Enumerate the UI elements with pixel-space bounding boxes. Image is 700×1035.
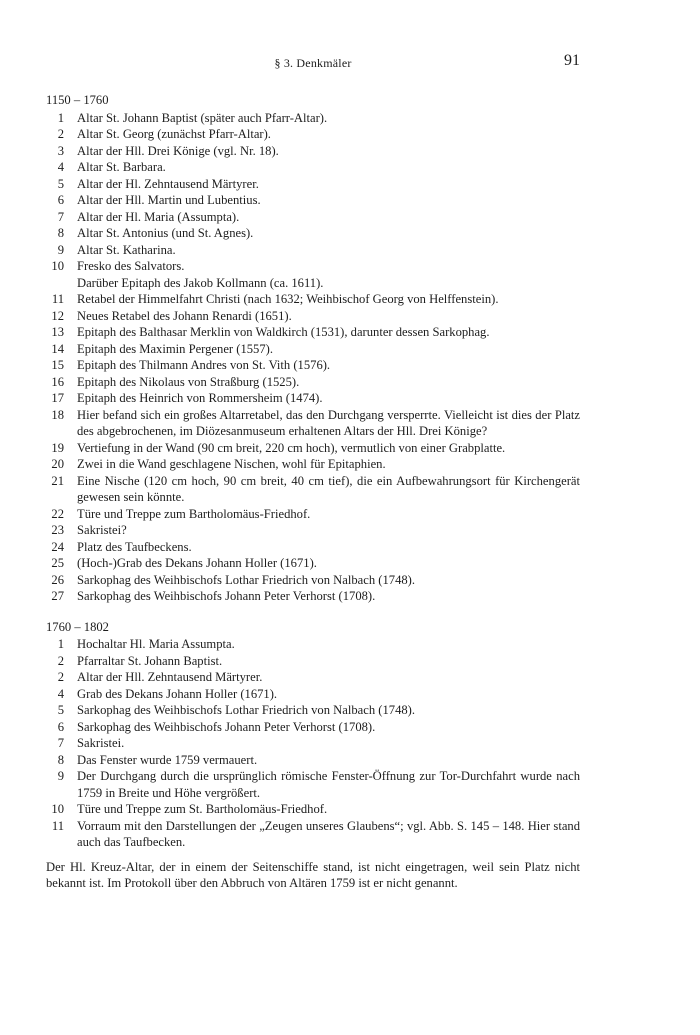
legend-item [46, 275, 580, 292]
legend-item [46, 209, 580, 226]
item-text: Altar St. Barbara. [77, 160, 166, 174]
item-number: 1 [57, 637, 64, 651]
item-number: 2 [57, 670, 64, 684]
legend-item [46, 555, 580, 572]
legend-item [46, 192, 580, 209]
page-number: 91 [564, 52, 580, 69]
item-text: Epitaph des Maximin Pergener (1557). [77, 341, 273, 356]
item-number: 18 [51, 407, 64, 422]
legend-item [46, 324, 580, 341]
item-number: 10 [51, 802, 64, 816]
legend-item [46, 752, 580, 769]
legend-item [46, 407, 580, 440]
item-text: Retabel der Himmelfahrt Christi (nach 1632; Weihbischof Georg von Helffenstein). [77, 292, 499, 306]
legend-list [46, 110, 580, 605]
item-number: 7 [57, 736, 64, 750]
legend-item [46, 258, 580, 275]
item-number: 10 [51, 259, 64, 273]
item-text: Altar St. Katharina. [77, 242, 176, 257]
page-header [46, 52, 580, 72]
item-number: 24 [51, 539, 64, 554]
item-number: 4 [57, 160, 64, 174]
legend-item [46, 374, 580, 391]
legend-item [46, 159, 580, 176]
item-number: 23 [51, 523, 64, 537]
section-heading: 1760 – 1802 [46, 619, 109, 634]
legend-item [46, 126, 580, 143]
item-number: 21 [51, 473, 64, 488]
item-number: 17 [51, 391, 64, 405]
item-text: Hier befand sich ein großes Altarretabel, das den Durchgang versperrte. Vielleicht ist dies der Platz des abgebrochenen, im Diözesanmuseum erhaltenen Altars der Hll. Drei Könige? [77, 407, 580, 438]
legend-list [46, 636, 580, 851]
item-number: 5 [57, 703, 64, 717]
legend-item [46, 735, 580, 752]
item-number: 15 [51, 358, 64, 372]
legend-item [46, 522, 580, 539]
item-number: 3 [57, 143, 64, 158]
item-text: Sarkophag des Weihbischofs Johann Peter Verhorst (1708). [77, 719, 376, 734]
legend-item [46, 588, 580, 605]
item-text: Darüber Epitaph des Jakob Kollmann (ca. 1611). [77, 275, 324, 290]
item-text: Türe und Treppe zum St. Bartholomäus-Friedhof. [77, 802, 328, 816]
item-text: Sarkophag des Weihbischofs Lothar Friedrich von Nalbach (1748). [77, 703, 416, 717]
legend-item [46, 390, 580, 407]
item-number: 9 [57, 242, 64, 257]
item-text: Eine Nische (120 cm hoch, 90 cm breit, 40 cm tief), die ein Aufbewahrungsort für Kirchengerät gewesen sein könnte. [77, 473, 580, 504]
section-heading: 1150 – 1760 [46, 93, 109, 107]
item-number: 2 [57, 653, 64, 668]
item-text: Epitaph des Heinrich von Rommersheim (1474). [77, 391, 323, 405]
legend-item [46, 440, 580, 457]
item-text: Epitaph des Nikolaus von Straßburg (1525). [77, 374, 300, 389]
item-text: Türe und Treppe zum Bartholomäus-Friedhof. [77, 506, 311, 521]
legend-item [46, 818, 580, 851]
item-number: 27 [51, 589, 64, 603]
legend-item [46, 506, 580, 523]
item-text: Das Fenster wurde 1759 vermauert. [77, 752, 258, 767]
legend-item [46, 308, 580, 325]
item-number: 19 [51, 440, 64, 455]
item-number: 5 [57, 176, 64, 191]
item-text: Fresko des Salvators. [77, 259, 185, 273]
item-text: Pfarraltar St. Johann Baptist. [77, 653, 223, 668]
item-text: Altar St. Antonius (und St. Agnes). [77, 226, 254, 240]
item-text: (Hoch-)Grab des Dekans Johann Holler (1671). [77, 556, 317, 570]
item-number: 16 [51, 374, 64, 389]
legend-item [46, 225, 580, 242]
item-number: 6 [57, 719, 64, 734]
legend-item [46, 176, 580, 193]
legend-item [46, 110, 580, 127]
section-1760-1802 [46, 619, 580, 851]
closing-paragraph: Der Hl. Kreuz-Altar, der in einem der Seitenschiffe stand, ist nicht eingetragen, weil sein Platz nicht bekannt ist. Im Protokoll über den Abbruch von Altären 1759 ist er nicht genannt. [46, 859, 580, 890]
item-text: Altar der Hl. Maria (Assumpta). [77, 209, 240, 224]
legend-item [46, 719, 580, 736]
item-number: 7 [57, 209, 64, 224]
item-number: 6 [57, 193, 64, 207]
legend-item [46, 291, 580, 308]
item-text: Hochaltar Hl. Maria Assumpta. [77, 637, 235, 651]
item-text: Vertiefung in der Wand (90 cm breit, 220 cm hoch), vermutlich von einer Grabplatte. [77, 440, 506, 455]
item-number: 4 [57, 686, 64, 701]
legend-item [46, 341, 580, 358]
item-text: Sakristei? [77, 523, 127, 537]
legend-item [46, 636, 580, 653]
item-number: 11 [51, 292, 64, 306]
legend-item [46, 702, 580, 719]
running-head: § 3. Denkmäler [274, 56, 352, 70]
item-text: Altar der Hll. Zehntausend Märtyrer. [77, 670, 263, 684]
item-text: Altar St. Johann Baptist (später auch Pfarr-Altar). [77, 110, 328, 125]
legend-item [46, 357, 580, 374]
section-1150-1760 [46, 92, 580, 605]
legend-item [46, 539, 580, 556]
item-text: Zwei in die Wand geschlagene Nischen, wohl für Epitaphien. [77, 457, 386, 471]
item-text: Neues Retabel des Johann Renardi (1651). [77, 308, 292, 323]
item-number: 13 [51, 325, 64, 339]
legend-item [46, 768, 580, 801]
item-number: 14 [51, 341, 64, 356]
item-text: Epitaph des Thilmann Andres von St. Vith (1576). [77, 358, 331, 372]
item-text: Platz des Taufbeckens. [77, 539, 192, 554]
legend-item [46, 572, 580, 589]
item-text: Sarkophag des Weihbischofs Johann Peter Verhorst (1708). [77, 589, 376, 603]
item-number: 12 [51, 308, 64, 323]
item-text: Altar der Hll. Martin und Lubentius. [77, 193, 261, 207]
item-number: 20 [51, 457, 64, 471]
legend-item [46, 669, 580, 686]
item-text: Epitaph des Balthasar Merklin von Waldkirch (1531), darunter dessen Sarkophag. [77, 325, 490, 339]
item-text: Sakristei. [77, 736, 125, 750]
item-text: Grab des Dekans Johann Holler (1671). [77, 686, 278, 701]
item-number: 11 [51, 818, 64, 833]
item-number: 2 [57, 127, 64, 141]
item-text: Der Durchgang durch die ursprünglich römische Fenster-Öffnung zur Tor-Durchfahrt wurde nach 1759 in Breite und Höhe vergrößert. [77, 769, 580, 800]
legend-item [46, 801, 580, 818]
item-text: Altar der Hll. Drei Könige (vgl. Nr. 18). [77, 143, 279, 158]
legend-item [46, 686, 580, 703]
item-number: 26 [51, 572, 64, 587]
legend-item [46, 653, 580, 670]
item-text: Sarkophag des Weihbischofs Lothar Friedrich von Nalbach (1748). [77, 572, 416, 587]
item-number: 9 [57, 769, 64, 783]
legend-item [46, 143, 580, 160]
legend-item [46, 456, 580, 473]
item-number: 25 [51, 556, 64, 570]
page-body [46, 92, 580, 904]
item-text: Altar St. Georg (zunächst Pfarr-Altar). [77, 127, 271, 141]
item-number: 8 [57, 752, 64, 767]
item-number: 1 [57, 110, 64, 125]
item-number: 22 [51, 506, 64, 521]
legend-item [46, 242, 580, 259]
item-text: Altar der Hl. Zehntausend Märtyrer. [77, 176, 259, 191]
item-text: Vorraum mit den Darstellungen der „Zeugen unseres Glaubens“; vgl. Abb. S. 145 – 148. Hier stand auch das Taufbecken. [77, 818, 580, 849]
item-number: 8 [57, 226, 64, 240]
legend-item [46, 473, 580, 506]
